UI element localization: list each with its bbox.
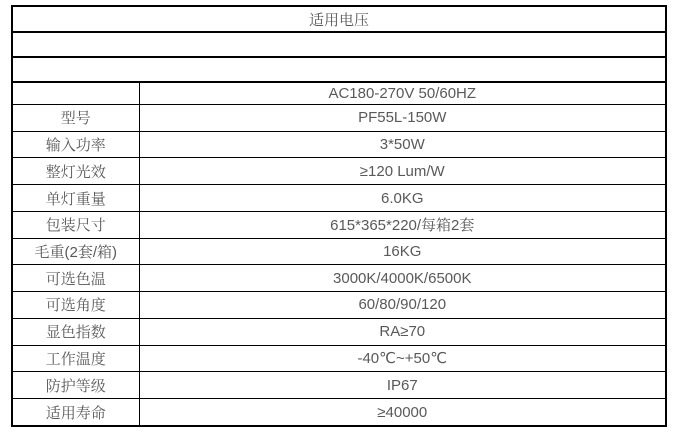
empty-cell bbox=[12, 57, 666, 82]
spec-value-cell: ≥120 Lum/W bbox=[139, 158, 666, 185]
spec-label-cell: 可选色温 bbox=[12, 265, 139, 292]
spec-value-cell: IP67 bbox=[139, 372, 666, 399]
spec-label-cell bbox=[12, 82, 139, 104]
table-row bbox=[12, 292, 666, 319]
table-row bbox=[12, 32, 666, 57]
table-row bbox=[12, 104, 666, 131]
spec-value-cell: PF55L-150W bbox=[139, 104, 666, 131]
spec-table bbox=[11, 5, 665, 427]
spec-value-cell: 3000K/4000K/6500K bbox=[139, 265, 666, 292]
table-row bbox=[12, 211, 666, 238]
spec-label-cell: 包装尺寸 bbox=[12, 211, 139, 238]
table-row bbox=[12, 185, 666, 212]
spec-label-cell: 输入功率 bbox=[12, 131, 139, 158]
spec-value-cell: 6.0KG bbox=[139, 185, 666, 212]
spec-label-cell: 适用寿命 bbox=[12, 399, 139, 426]
spec-value-cell: 60/80/90/120 bbox=[139, 292, 666, 319]
spec-label-cell: 工作温度 bbox=[12, 345, 139, 372]
spec-label-cell: 防护等级 bbox=[12, 372, 139, 399]
table-row bbox=[12, 131, 666, 158]
spec-value-cell: AC180-270V 50/60HZ bbox=[139, 82, 666, 104]
spec-label-cell: 显色指数 bbox=[12, 318, 139, 345]
table-row bbox=[12, 238, 666, 265]
table-row bbox=[12, 158, 666, 185]
spec-label-cell: 单灯重量 bbox=[12, 185, 139, 212]
table-row bbox=[12, 345, 666, 372]
spec-label-cell: 整灯光效 bbox=[12, 158, 139, 185]
empty-cell bbox=[12, 32, 666, 57]
spec-value-cell: -40℃~+50℃ bbox=[139, 345, 666, 372]
spec-value-cell: 16KG bbox=[139, 238, 666, 265]
spec-value-cell: 615*365*220/每箱2套 bbox=[139, 211, 666, 238]
spec-label-cell: 可选角度 bbox=[12, 292, 139, 319]
table-row bbox=[12, 6, 666, 32]
spec-label-cell: 毛重(2套/箱) bbox=[12, 238, 139, 265]
table-row bbox=[12, 57, 666, 82]
table-row bbox=[12, 265, 666, 292]
spec-label-cell: 型号 bbox=[12, 104, 139, 131]
table-row bbox=[12, 372, 666, 399]
spec-value-cell: ≥40000 bbox=[139, 399, 666, 426]
table-row bbox=[12, 399, 666, 426]
table-title: 适用电压 bbox=[12, 6, 666, 32]
table-row bbox=[12, 318, 666, 345]
spec-value-cell: 3*50W bbox=[139, 131, 666, 158]
table-row bbox=[12, 82, 666, 104]
spec-value-cell: RA≥70 bbox=[139, 318, 666, 345]
product-spec-table bbox=[11, 5, 667, 427]
